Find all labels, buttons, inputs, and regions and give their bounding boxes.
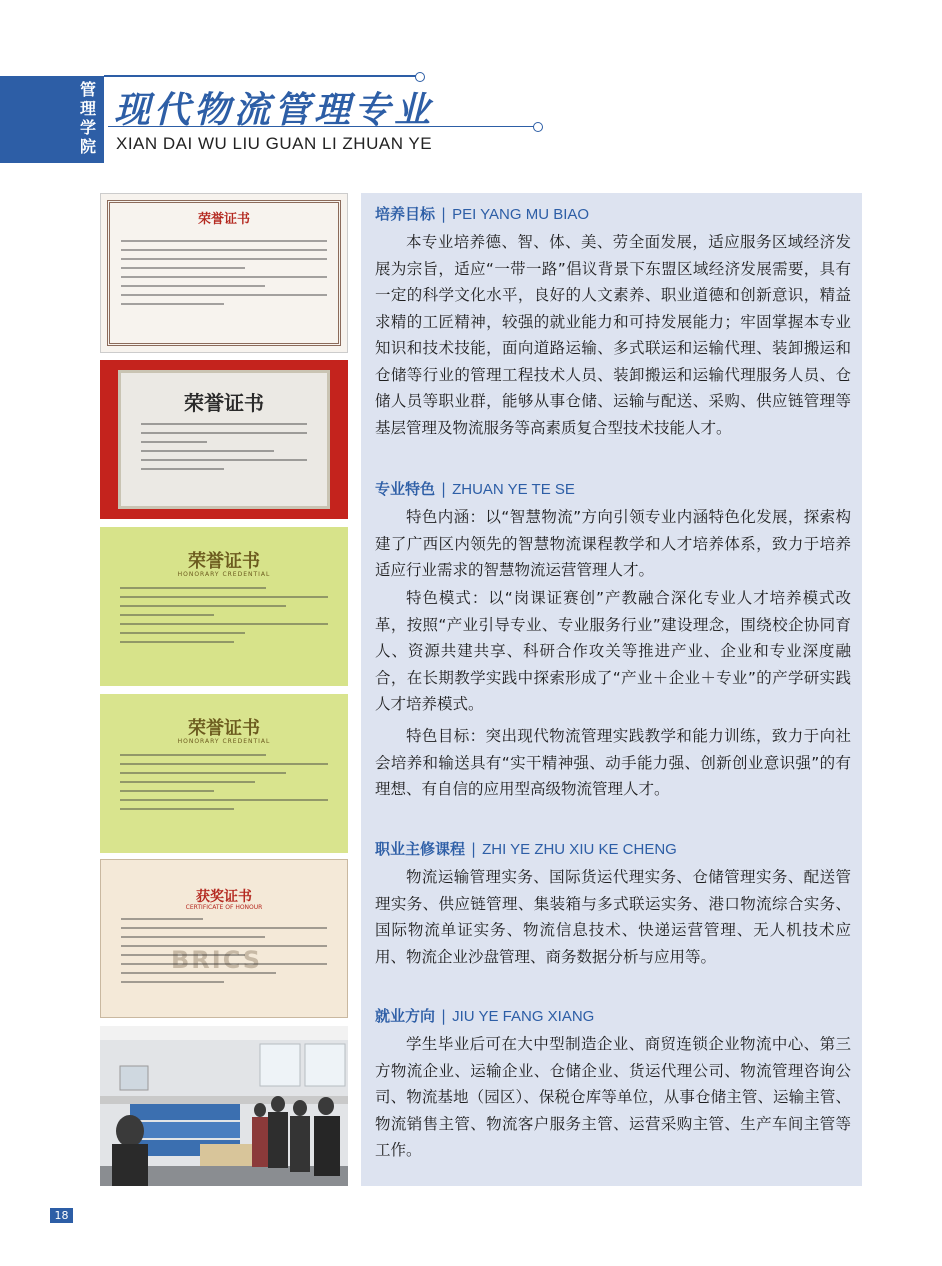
paragraph: 物流运输管理实务、国际货运代理实务、仓储管理实务、配送管理实务、供应链管理、集装箱与多式联运实务、港口物流综合实务、国际物流单证实务、物流信息技术、快递运营管理、无人机技术应用、物流企业沙盘管理、商务数据分析与应用等。 xyxy=(375,868,851,966)
section-heading-employment xyxy=(375,1005,594,1026)
content-panel xyxy=(361,193,862,1186)
certificate-title: 荣誉证书 xyxy=(184,391,264,415)
certificate-text-lines xyxy=(120,587,328,650)
decor-dot xyxy=(533,122,543,132)
section-title-zh: 培养目标 xyxy=(375,205,436,223)
certificate-image-1 xyxy=(100,193,348,353)
section-title-pinyin: ZHI YE ZHU XIU KE CHENG xyxy=(482,841,677,858)
certificate-text-lines xyxy=(121,918,327,990)
paragraph: 本专业培养德、智、体、美、劳全面发展，适应服务区域经济发展为宗旨，适应“一带一路”倡议背景下东盟区域经济发展需要，具有一定的科学文化水平，良好的人文素养、职业道德和创新意识，精益求精的工匠精神，较强的就业能力和可持发展能力；牢固掌握本专业知识和技术技能，面向道路运输、多式联运和运输代理、装卸搬运和仓储等行业的管理工程技术人员、装卸搬运和运输代理服务人员、仓储人员等职业群，能够从事仓储、运输与配送、采购、供应链管理等基层管理及物流服务等高素质复合型技术技能人才。 xyxy=(375,233,851,437)
certificate-image-3 xyxy=(100,527,348,686)
section-title-zh: 专业特色 xyxy=(375,480,436,498)
certificate-subtitle: CERTIFICATE OF HONOUR xyxy=(185,904,263,911)
section-title-zh: 职业主修课程 xyxy=(375,840,466,858)
section-divider: | xyxy=(441,205,447,223)
section-title-pinyin: JIU YE FANG XIANG xyxy=(452,1008,595,1025)
page-subtitle: XIAN DAI WU LIU GUAN LI ZHUAN YE xyxy=(116,134,433,153)
section-title-pinyin: ZHUAN YE TE SE xyxy=(452,481,575,498)
decor-dot xyxy=(415,72,425,82)
section-heading-core-courses xyxy=(375,838,677,859)
certificate-title: 荣誉证书 xyxy=(188,718,260,739)
certificate-image-4 xyxy=(100,694,348,853)
training-room-photo xyxy=(100,1026,348,1186)
paragraph: 特色内涵：以“智慧物流”方向引领专业内涵特色化发展，探索构建了广西区内领先的智慧物流课程教学和人才培养体系，致力于培养适应行业需求的智慧物流运营管理人才。 xyxy=(375,508,851,579)
certificate-text-lines xyxy=(121,240,327,312)
section-title-zh: 就业方向 xyxy=(375,1007,436,1025)
training-room-illustration xyxy=(100,1026,348,1186)
section-title-pinyin: PEI YANG MU BIAO xyxy=(452,206,590,223)
section-divider: | xyxy=(471,840,477,858)
section-heading-training-goal xyxy=(375,203,589,224)
certificate-title: 荣誉证书 xyxy=(188,551,260,572)
certificate-text-lines xyxy=(141,423,307,477)
certificate-frame xyxy=(118,370,330,509)
certificate-subtitle: HONORARY CREDENTIAL xyxy=(177,738,271,745)
certificate-watermark: BRICS xyxy=(171,946,263,974)
certificate-image-2 xyxy=(100,360,348,519)
paragraph: 学生毕业后可在大中型制造企业、商贸连锁企业物流中心、第三方物流企业、运输企业、仓储企业、货运代理公司、物流管理咨询公司、物流基地（园区）、保税仓库等单位，从事仓储主管、运输主管、物流销售主管、物流客户服务主管、运营采购主管、生产车间主管等工作。 xyxy=(375,1035,851,1159)
section-divider: | xyxy=(441,1007,447,1025)
certificate-image-5 xyxy=(100,859,348,1018)
college-tag-block xyxy=(0,76,104,163)
page-number: 18 xyxy=(50,1208,73,1223)
page-title: 现代物流管理专业 xyxy=(114,90,435,131)
college-tag: 管理学院 xyxy=(79,80,96,156)
certificate-title: 获奖证书 xyxy=(196,889,252,905)
title-decor-line-mid xyxy=(108,126,538,127)
paragraph: 特色模式：以“岗课证赛创”产教融合深化专业人才培养模式改革，按照“产业引导专业、专业服务行业”建设理念，围绕校企协同育人、资源共建共享、科研合作攻关等推进产业、企业和专业深度融合，在长期教学实践中探索形成了“产业＋企业＋专业”的产学研实践人才培养模式。 xyxy=(375,589,851,713)
title-decor-line-top xyxy=(104,75,420,77)
certificate-title: 荣誉证书 xyxy=(197,212,250,227)
certificate-subtitle: HONORARY CREDENTIAL xyxy=(177,571,271,578)
certificate-text-lines xyxy=(120,754,328,817)
section-heading-features xyxy=(375,478,575,499)
paragraph: 特色目标：突出现代物流管理实践教学和能力训练，致力于向社会培养和输送具有“实干精神强、动手能力强、创新创业意识强”的有理想、有自信的应用型高级物流管理人才。 xyxy=(375,727,851,798)
section-divider: | xyxy=(441,480,447,498)
